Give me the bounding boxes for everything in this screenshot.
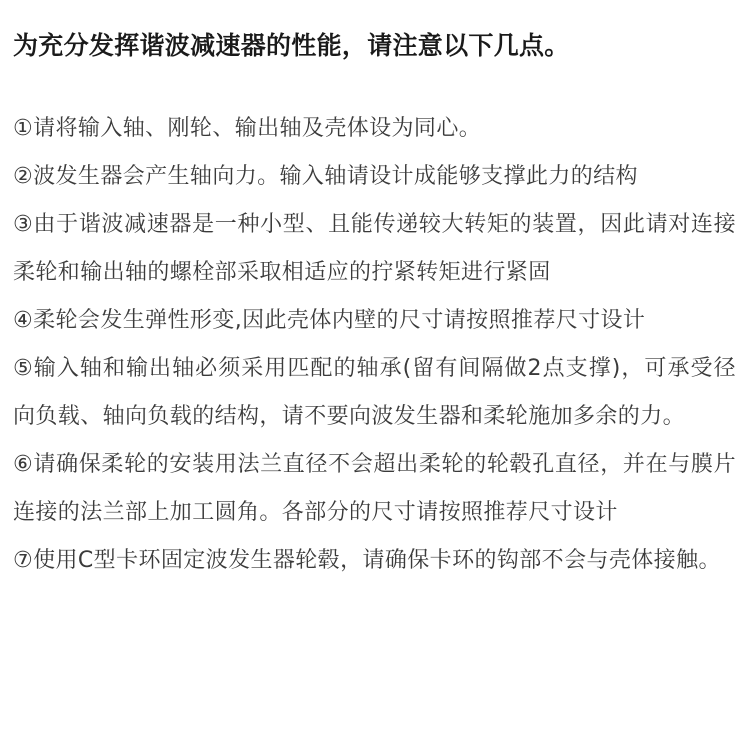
note-item-4: ④柔轮会发生弹性形变,因此壳体内壁的尺寸请按照推荐尺寸设计 <box>13 308 646 333</box>
note-item-5: ⑤输入轴和输出轴必须采用匹配的轴承(留有间隔做2点支撑)，可承受径向负载、轴向负载的结构，请不要向波发生器和柔轮施加多余的力。 <box>13 356 736 429</box>
page-title: 为充分发挥谐波减速器的性能，请注意以下几点。 <box>13 31 570 60</box>
notes-list <box>13 105 736 585</box>
note-item-1: ①请将输入轴、刚轮、输出轴及壳体设为同心。 <box>13 116 482 141</box>
note-item-7: ⑦使用C型卡环固定波发生器轮毂，请确保卡环的钩部不会与壳体接触。 <box>13 548 721 573</box>
note-item-6: ⑥请确保柔轮的安装用法兰直径不会超出柔轮的轮毂孔直径，并在与膜片连接的法兰部上加工圆角。各部分的尺寸请按照推荐尺寸设计 <box>13 452 736 525</box>
note-item-2: ②波发生器会产生轴向力。输入轴请设计成能够支撑此力的结构 <box>13 164 638 189</box>
note-item-3: ③由于谐波减速器是一种小型、且能传递较大转矩的装置，因此请对连接柔轮和输出轴的螺栓部采取相适应的拧紧转矩进行紧固 <box>13 212 736 285</box>
